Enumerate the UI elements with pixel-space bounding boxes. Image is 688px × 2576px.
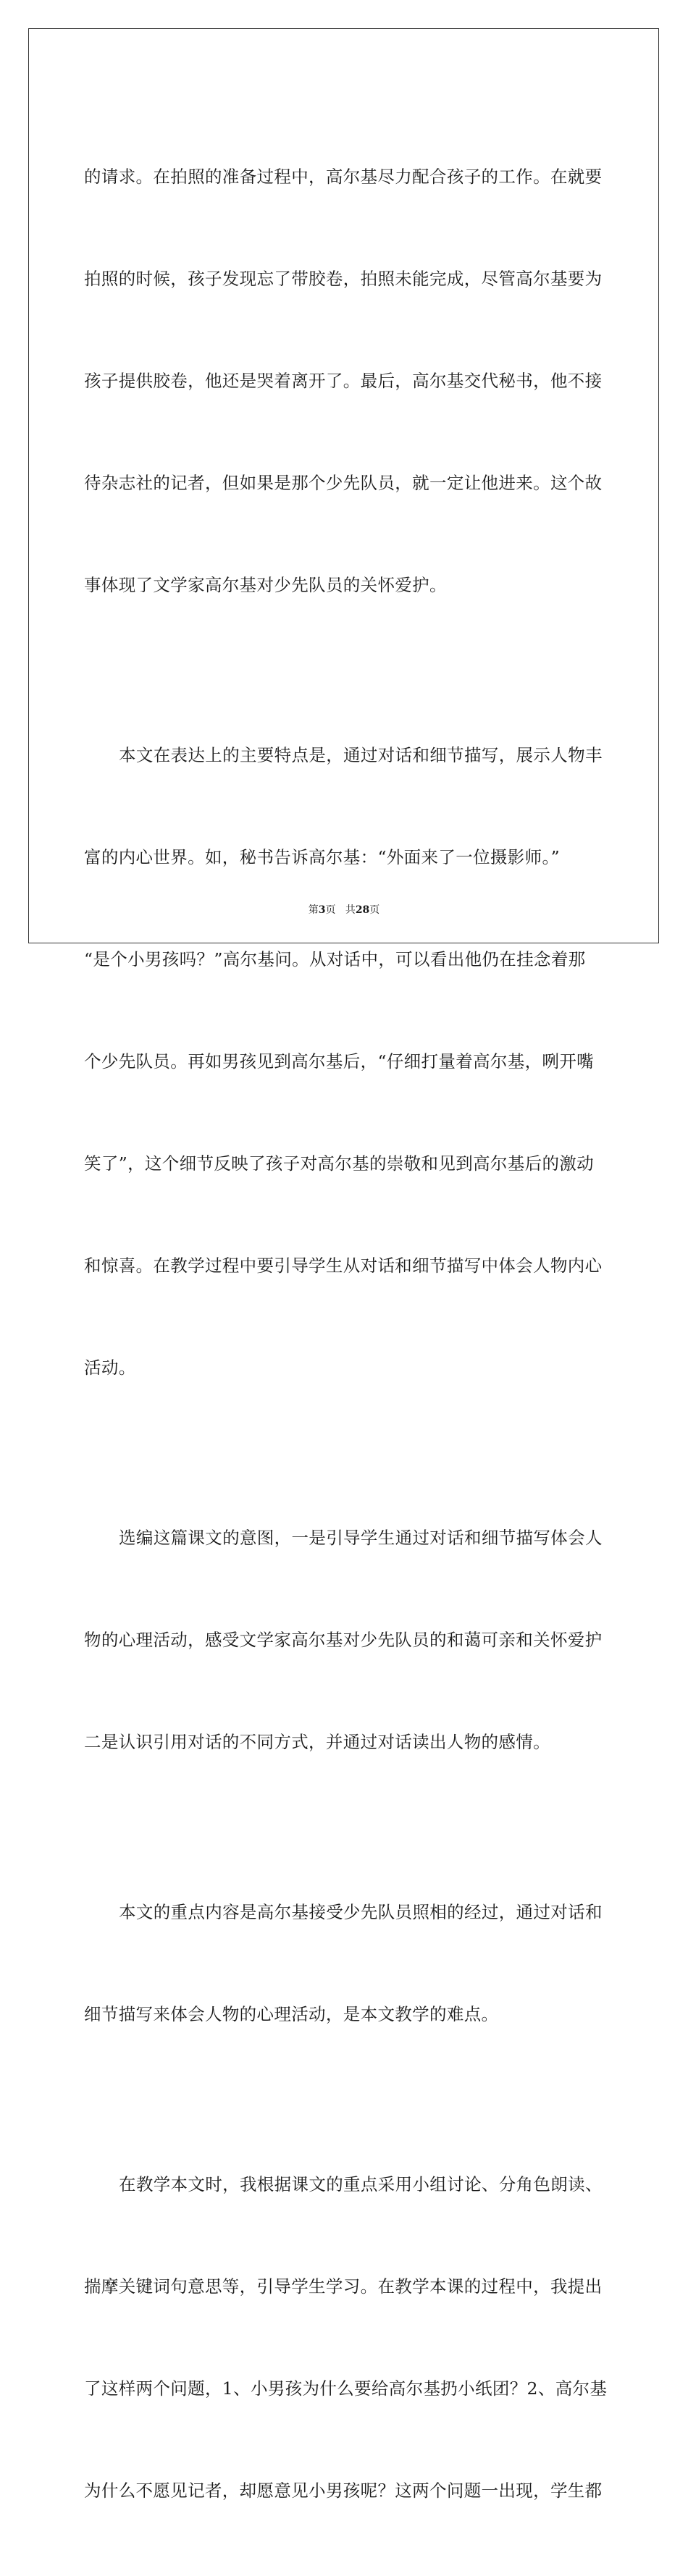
text-line: 的请求。在拍照的准备过程中，高尔基尽力配合孩子的工作。在就要	[84, 167, 603, 187]
paragraph-4	[84, 1827, 603, 2100]
text-line: 和惊喜。在教学过程中要引导学生从对话和细节描写中体会人物内心	[84, 1255, 603, 1276]
text-line: 笑了”，这个细节反映了孩子对高尔基的崇敬和见到高尔基后的激动	[84, 1153, 595, 1174]
text-line: 本文的重点内容是高尔基接受少先队员照相的经过，通过对话和	[119, 1902, 603, 1922]
text-line: 待杂志社的记者，但如果是那个少先队员，就一定让他进来。这个故	[84, 473, 603, 493]
page-footer	[0, 903, 688, 917]
text-line: 活动。	[84, 1358, 136, 1378]
text-line: 揣摩关键词句意思等，引导学生学习。在教学本课的过程中，我提出	[84, 2276, 603, 2297]
text-line: 富的内心世界。如，秘书告诉高尔基：“外面来了一位摄影师。”	[84, 847, 560, 867]
page-suffix: 页	[325, 904, 336, 916]
page-prefix: 第	[308, 904, 319, 916]
paragraph-5	[84, 2100, 608, 2576]
text-line: 事体现了文学家高尔基对少先队员的关怀爱护。	[84, 575, 447, 595]
text-line: 二是认识引用对话的不同方式，并通过对话读出人物的感情。	[84, 1732, 550, 1752]
total-prefix: 共	[345, 904, 356, 916]
current-page-number: 3	[318, 904, 326, 916]
text-line: 个少先队员。再如男孩见到高尔基后，“仔细打量着高尔基，咧开嘴	[84, 1051, 595, 1072]
text-line: 孩子提供胶卷，他还是哭着离开了。最后，高尔基交代秘书，他不接	[84, 371, 603, 391]
text-line: 本文在表达上的主要特点是，通过对话和细节描写，展示人物丰	[119, 745, 603, 765]
paragraph-3	[84, 1453, 603, 1827]
document-body	[84, 92, 608, 2576]
text-line: “是个小男孩吗？”高尔基问。从对话中，可以看出他仍在挂念着那	[84, 949, 586, 969]
text-line: 物的心理活动，感受文学家高尔基对少先队员的和蔼可亲和关怀爱护	[84, 1630, 603, 1650]
text-line: 选编这篇课文的意图，一是引导学生通过对话和细节描写体会人	[119, 1528, 603, 1548]
total-suffix: 页	[369, 904, 380, 916]
text-line: 拍照的时候，孩子发现忘了带胶卷，拍照未能完成，尽管高尔基要为	[84, 269, 603, 289]
text-line: 为什么不愿见记者，却愿意见小男孩呢？这两个问题一出现，学生都	[84, 2480, 603, 2501]
paragraph-2	[84, 670, 603, 1453]
text-line: 细节描写来体会人物的心理活动，是本文教学的难点。	[84, 2004, 499, 2024]
text-line: 在教学本文时，我根据课文的重点采用小组讨论、分角色朗读、	[119, 2174, 603, 2194]
paragraph-1	[84, 92, 603, 670]
text-line: 了这样两个问题，1、小男孩为什么要给高尔基扔小纸团？2、高尔基	[84, 2378, 608, 2399]
total-pages-number: 28	[355, 904, 370, 916]
